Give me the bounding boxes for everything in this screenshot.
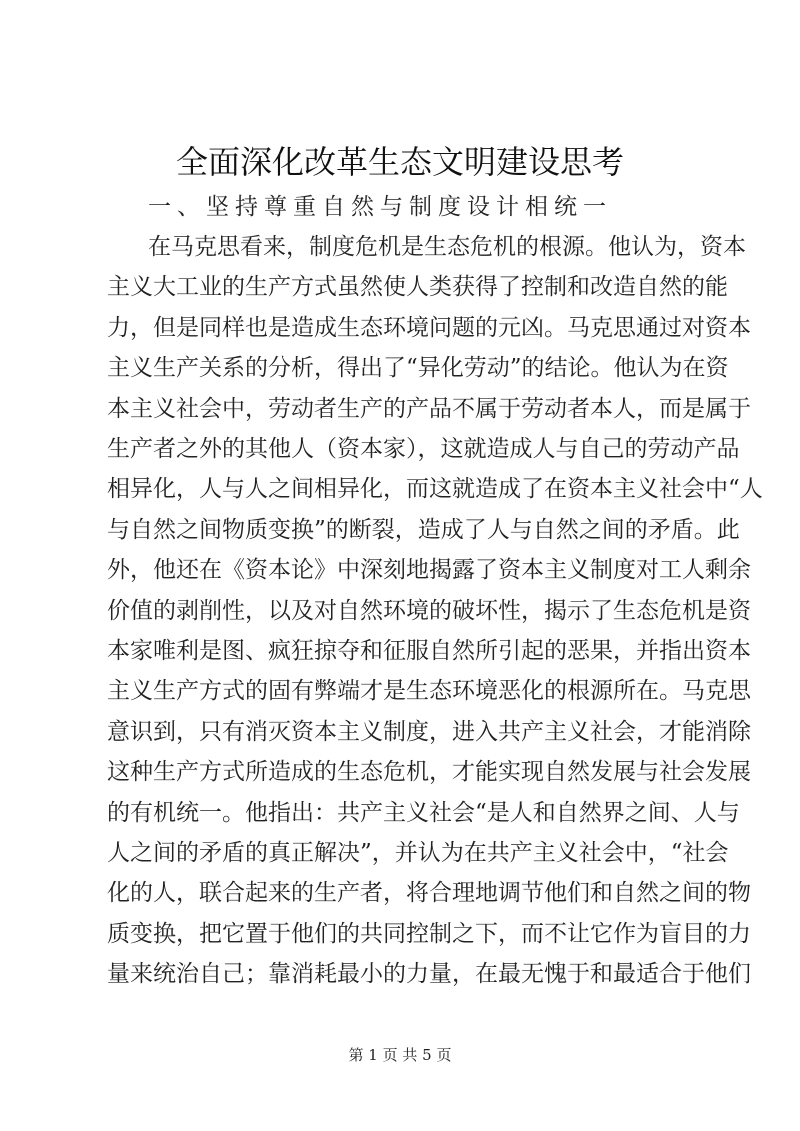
paragraph-line: 主义大工业的生产方式虽然使人类获得了控制和改造自然的能 <box>107 274 728 301</box>
paragraph-line: 在马克思看来，制度危机是生态危机的根源。他认为，资本 <box>148 234 746 260</box>
paragraph-line: 生产者之外的其他人（资本家），这就造成人与自己的劳动产品 <box>107 436 740 462</box>
paragraph-line: 外，他还在《资本论》中深刻地揭露了资本主义制度对工人剩余 <box>107 557 751 584</box>
paragraph-line: 与自然之间物质变换”的断裂，造成了人与自然之间的矛盾。此 <box>107 516 740 543</box>
section-heading: 一、坚持尊重自然与制度设计相统一 <box>148 194 612 220</box>
paragraph-line: 意识到，只有消灭资本主义制度，进入共产主义社会，才能消除 <box>107 718 751 745</box>
paragraph-line: 量来统治自己；靠消耗最小的力量，在最无愧于和最适合于他们 <box>107 961 751 988</box>
paragraph-line: 化的人，联合起来的生产者，将合理地调节他们和自然之间的物 <box>107 880 751 907</box>
paragraph-line: 相异化，人与人之间相异化，而这就造成了在资本主义社会中“人 <box>107 476 763 503</box>
paragraph-line: 主义生产关系的分析，得出了“异化劳动”的结论。他认为在资 <box>107 355 729 382</box>
paragraph-line: 价值的剥削性，以及对自然环境的破坏性，揭示了生态危机是资 <box>107 597 751 624</box>
paragraph-line: 主义生产方式的固有弊端才是生态环境恶化的根源所在。马克思 <box>107 678 751 705</box>
paragraph-line: 本主义社会中，劳动者生产的产品不属于劳动者本人，而是属于 <box>107 395 751 422</box>
page-footer: 第 1 页 共 5 页 <box>348 1046 452 1064</box>
paragraph-line: 的有机统一。他指出：共产主义社会“是人和自然界之间、人与 <box>107 799 740 826</box>
paragraph-line: 本家唯利是图、疯狂掠夺和征服自然所引起的恶果，并指出资本 <box>107 638 751 664</box>
paragraph-line: 这种生产方式所造成的生态危机，才能实现自然发展与社会发展 <box>107 759 751 786</box>
paragraph-line: 力，但是同样也是造成生态环境问题的元凶。马克思通过对资本 <box>107 314 751 341</box>
paragraph-line: 质变换，把它置于他们的共同控制之下，而不让它作为盲目的力 <box>107 920 751 947</box>
document-title: 全面深化改革生态文明建设思考 <box>175 143 624 181</box>
paragraph-line: 人之间的矛盾的真正解决”，并认为在共产主义社会中，“社会 <box>107 840 729 866</box>
